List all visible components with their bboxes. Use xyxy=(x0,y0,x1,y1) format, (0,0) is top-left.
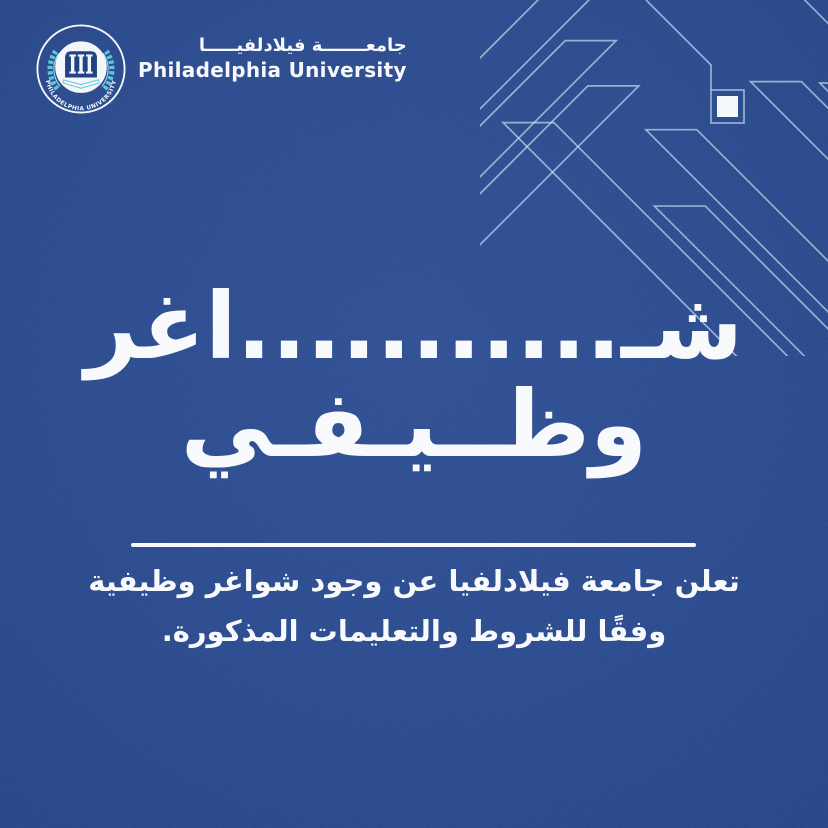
headline xyxy=(0,273,828,478)
pattern-square xyxy=(717,96,738,117)
brand-header xyxy=(36,24,407,114)
university-seal-icon xyxy=(36,24,126,114)
brand-wordmark xyxy=(138,34,407,83)
pillars-icon xyxy=(65,51,97,77)
announcement-line-1: تعلن جامعة فيلادلفيا عن وجود شواغر وظيفية xyxy=(88,564,740,598)
university-name-arabic: جامعـــــــة فيلادلفيـــــا xyxy=(198,35,407,56)
university-name-english: Philadelphia University xyxy=(138,58,407,82)
headline-line-2: وظــيـفـي xyxy=(180,371,648,478)
announcement-line-2: وفقًا للشروط والتعليمات المذكورة. xyxy=(161,614,667,648)
announcement-text xyxy=(0,556,828,656)
pattern-step-line xyxy=(646,0,711,90)
divider-line xyxy=(131,543,696,547)
seal-bottom-text: PHILADELPHIA UNIVERSITY xyxy=(43,79,119,113)
headline-line-1: شـ...........اغر xyxy=(85,273,743,380)
